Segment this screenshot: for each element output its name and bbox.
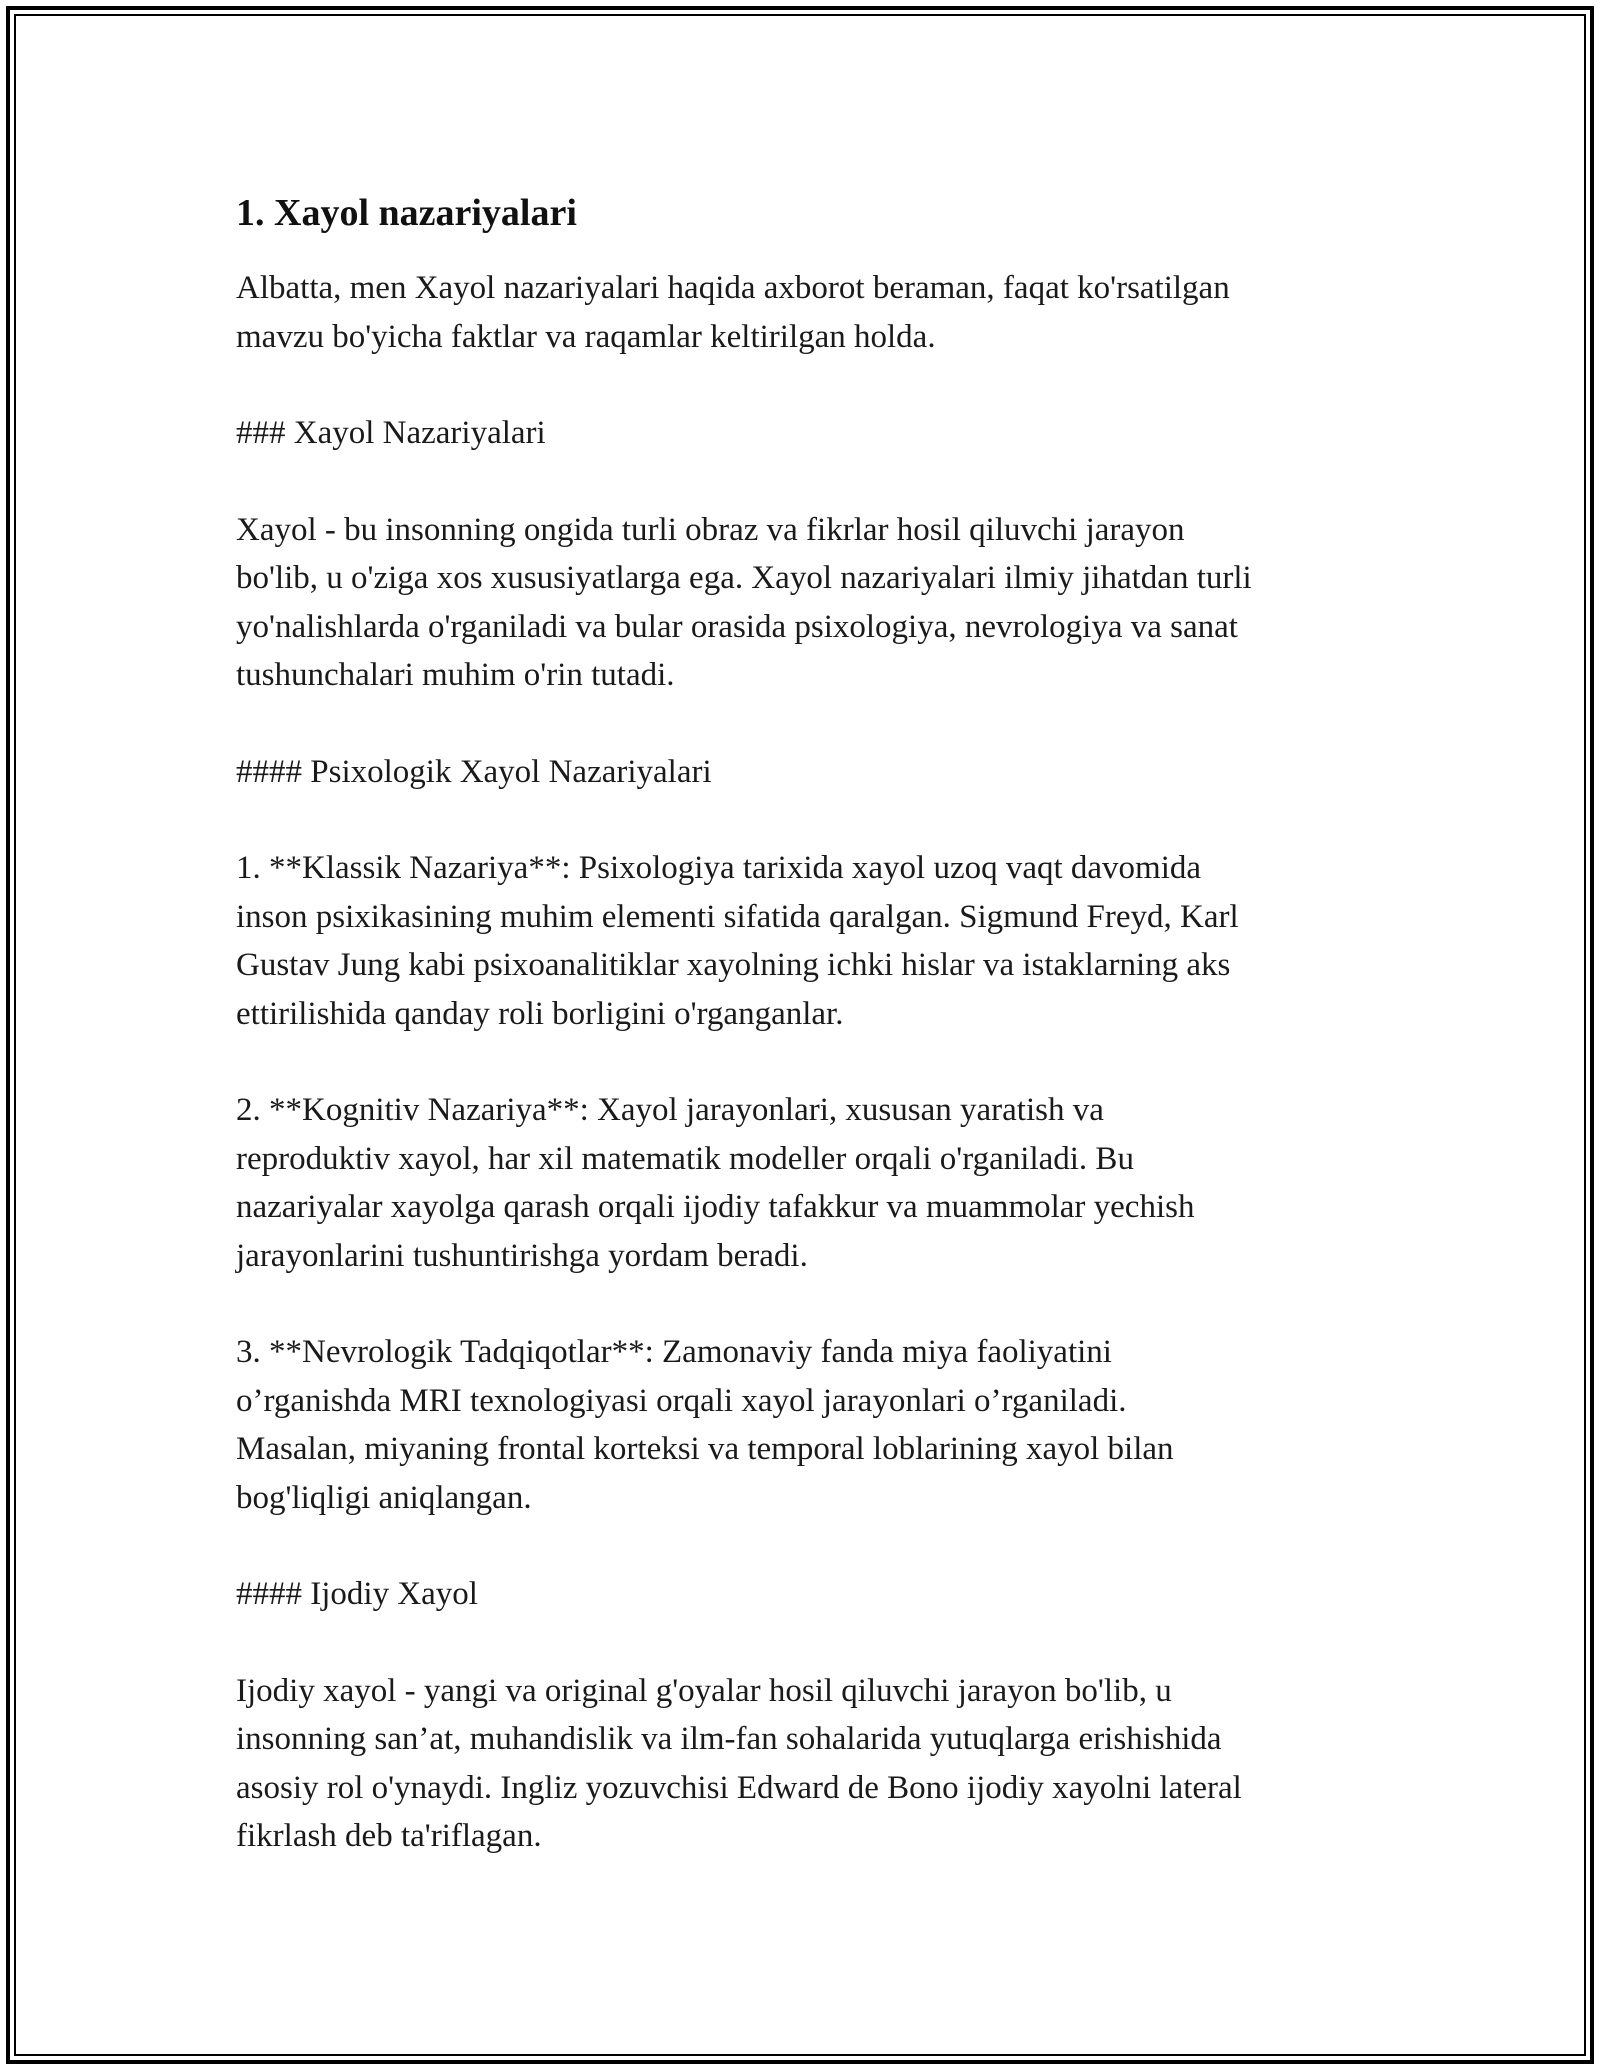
list-item-klassik-nazariya: 1. **Klassik Nazariya**: Psixologiya tarixida xayol uzoq vaqt davomida inson psixikasining muhim elementi sifatida qaralgan. Sigmund Freyd, Karl Gustav Jung kabi psixoanalitiklar xayolning ichki hislar va istaklarning aks ettirilishida qanday roli borligini o'rganganlar. xyxy=(236,850,1239,1032)
list-item-kognitiv-nazariya: 2. **Kognitiv Nazariya**: Xayol jarayonlari, xususan yaratish va reproduktiv xayol, har xil matematik modeller orqali o'rganiladi. Bu nazariyalar xayolga qarash orqali ijodiy tafakkur va muammolar yechish jarayonlarini tushuntirishga yordam beradi. xyxy=(236,1092,1195,1274)
subsection-heading-ijodiy-xayol: #### Ijodiy Xayol xyxy=(236,1576,478,1612)
document-title: 1. Xayol nazariyalari xyxy=(236,192,577,234)
list-item-nevrologik-tadqiqotlar: 3. **Nevrologik Tadqiqotlar**: Zamonaviy fanda miya faoliyatini o’rganishda MRI texnologiyasi orqali xayol jarayonlari o’rganiladi. Masalan, miyaning frontal korteksi va temporal loblarining xayol bilan bog'liqligi aniqlangan. xyxy=(236,1334,1174,1516)
document-body xyxy=(236,188,1376,1909)
section-heading-xayol-nazariyalari: ### Xayol Nazariyalari xyxy=(236,415,546,451)
intro-paragraph: Albatta, men Xayol nazariyalari haqida axborot beraman, faqat ko'rsatilgan mavzu bo'yicha faktlar va raqamlar keltirilgan holda. xyxy=(236,270,1230,355)
ijodiy-xayol-paragraph: Ijodiy xayol - yangi va original g'oyalar hosil qiluvchi jarayon bo'lib, u insonning san’at, muhandislik va ilm-fan sohalarida yutuqlarga erishishida asosiy rol o'ynaydi. Ingliz yozuvchisi Edward de Bono ijodiy xayolni lateral fikrlash deb ta'riflagan. xyxy=(236,1672,1242,1854)
subsection-heading-psixologik: #### Psixologik Xayol Nazariyalari xyxy=(236,753,712,790)
definition-paragraph: Xayol - bu insonning ongida turli obraz va fikrlar hosil qiluvchi jarayon bo'lib, u o'ziga xos xususiyatlarga ega. Xayol nazariyalari ilmiy jihatdan turli yo'nalishlarda o'rganiladi va bular orasida psixologiya, nevrologiya va sanat tushunchalari muhim o'rin tutadi. xyxy=(236,511,1252,693)
